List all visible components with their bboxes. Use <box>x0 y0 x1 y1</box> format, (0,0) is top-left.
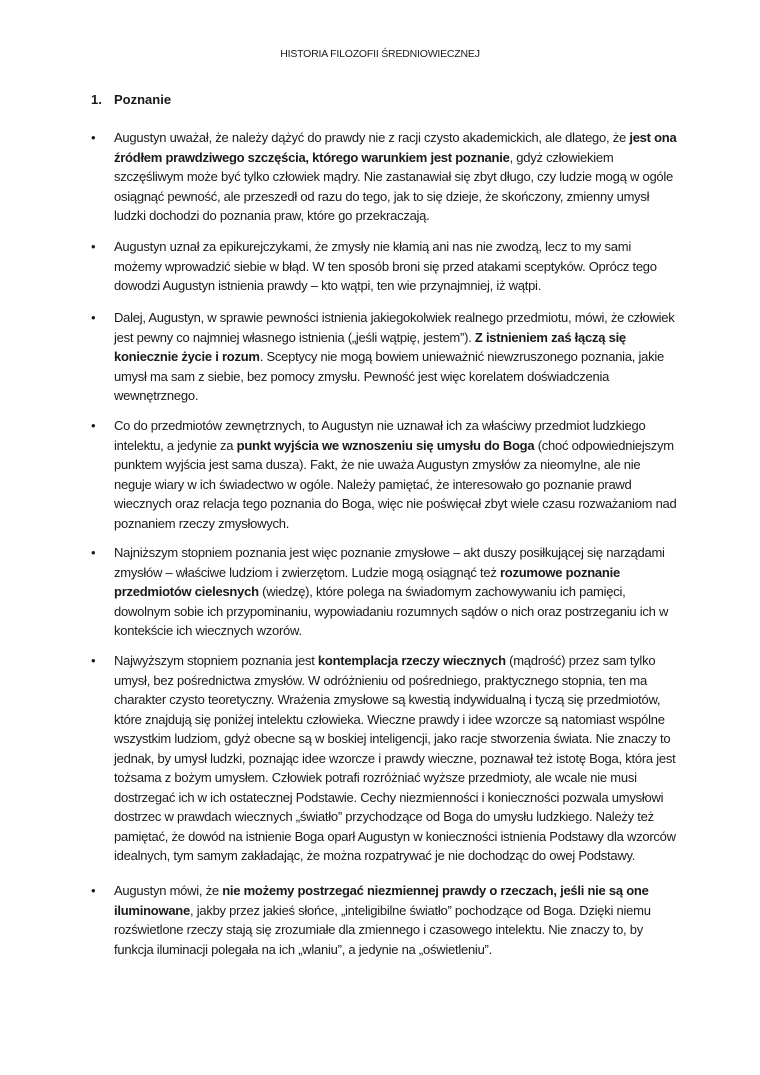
paragraph <box>114 651 681 866</box>
bullet-icon: • <box>91 239 96 254</box>
bold-text: Z istnieniem zaś łączą się koniecznie życie i rozum <box>114 329 626 364</box>
text-run: Dalej, Augustyn, w sprawie pewności istnienia jakiegokolwiek realnego przedmiotu, mówi, że człowiek jest pewny co najmniej własnego istnienia („jeśli wątpię, jestem”). <box>114 310 675 345</box>
bullet-icon: • <box>91 545 96 560</box>
paragraph <box>114 881 681 959</box>
text-run: Najniższym stopniem poznania jest więc poznanie zmysłowe – akt duszy posiłkującej się narządami zmysłów – właściwe ludziom i zwierzętom. Ludzie mogą osiągnąć też <box>114 545 665 580</box>
text-run: . Sceptycy nie mogą bowiem unieważnić niewzruszonego poznania, jakie umysł ma sam z siebie, bez pomocy zmysłu. Pewność jest więc korelatem doświadczenia wewnętrznego. <box>114 349 665 403</box>
text-run: Augustyn mówi, że <box>114 883 223 898</box>
bullet-icon: • <box>91 653 96 668</box>
paragraph <box>114 416 681 533</box>
list-item <box>91 651 681 866</box>
text-run: , gdyż człowiekiem szczęśliwym może być tylko człowiek mądry. Nie zastanawiał się zbyt długo, czy ludzie mogą w ogóle osiągnąć pewność, ale przeszedł od razu do tego, jak to się dzieje, że skończony, zmienny umysł ludzki dochodzi do poznania praw, które go przekraczają. <box>114 149 674 223</box>
text-run: Augustyn uznał za epikurejczykami, że zmysły nie kłamią ani nas nie zwodzą, lecz to my sami możemy wprowadzić siebie w błąd. W ten sposób broni się przed atakami sceptyków. Oprócz tego dowodzi Augustyn istnienia prawdy – kto wątpi, ten wie przynajmniej, iż wątpi. <box>114 239 657 293</box>
paragraph <box>114 543 681 641</box>
section-title: Poznanie <box>114 92 172 107</box>
list-item <box>91 416 681 533</box>
bold-text: nie możemy postrzegać niezmiennej prawdy o rzeczach, jeśli nie są one iluminowane <box>114 883 649 918</box>
list-item <box>91 543 681 641</box>
text-run: Co do przedmiotów zewnętrznych, to Augustyn nie uznawał ich za właściwy przedmiot ludzkiego intelektu, a jedynie za <box>114 418 646 453</box>
bold-text: punkt wyjścia we wznoszeniu się umysłu do Boga <box>236 437 535 453</box>
text-run: (mądrość) przez sam tylko umysł, bez pośrednictwa zmysłów. W odróżnieniu od pośredniego, praktycznego stopnia, ten ma charakter czysto teoretyczny. Wrażenia zmysłowe są kwestią indywidualną i tyczą się przedmiotów, które znajdują się poniżej intelektu człowieka. Wieczne prawdy i idee wzorcze są natomiast wspólne wszystkim ludziom, gdyż obecne są w boskiej inteligencji, jako racje stworzenia świata. Nie znaczy to jednak, by umysł ludzki, poznając idee wzorcze i prawdy wieczne, poznawał też istotę Boga, która jest tożsama z bożym umysłem. Człowiek potrafi rozróżniać wyższe przedmioty, ale wcale nie musi dostrzegać ich w ich ostatecznej Podstawie. Cechy niezmienności i konieczności pozwala umysłowi dostrzec w prawdach wiecznych „światło” przychodzące od Boga do umysłu ludzkiego. Należy też pamiętać, że dowód na istnienie Boga oparł Augustyn w konieczności istnienia Podstawy dla wzorców idealnych, tym samym zakładając, że można rozpatrywać je nie dochodząc do owej Podstawy. <box>114 653 676 863</box>
bullet-icon: • <box>91 310 96 325</box>
text-run: , jakby przez jakieś słońce, „inteligibilne światło” pochodzące od Boga. Dzięki niemu rozświetlone rzeczy stają się zrozumiałe dla zmiennego i czasowego intelektu. Nie znaczy to, by funkcja iluminacji polegała na ich „wlaniu”, a jedynie na „oświetleniu”. <box>114 902 651 957</box>
list-item <box>91 128 681 226</box>
text-run: Augustyn uważał, że należy dążyć do prawdy nie z racji czysto akademickich, ale dlatego, że <box>114 130 630 145</box>
text-run: (choć odpowiedniejszym punktem wyjścia jest sama dusza). Fakt, że nie uważa Augustyn zmysłów za nieomylne, ale nie neguje wiary w ich świadectwo w ogóle. Należy pamiętać, że interesowało go poznanie prawd wiecznych oraz relacja tego poznania do Boga, więc nie poświęcał zbyt wiele czasu rozważaniom nad poznaniem rzeczy zmysłowych. <box>114 437 677 531</box>
paragraph <box>114 308 681 406</box>
text-run: (wiedzę), które polega na świadomym zachowywaniu ich pamięci, dowolnym sobie ich przypominaniu, wypowiadaniu rozumnych sądów o nich oraz postrzeganiu ich w kontekście ich wiecznych wzorów. <box>114 584 669 638</box>
text-run: Najwyższym stopniem poznania jest <box>114 653 318 668</box>
bullet-icon: • <box>91 883 96 898</box>
bold-text: kontemplacja rzeczy wiecznych <box>317 653 506 668</box>
bold-text: rozumowe poznanie przedmiotów cielesnych <box>114 564 620 599</box>
list-item <box>91 237 681 296</box>
bold-text: jest ona źródłem prawdziwego szczęścia, którego warunkiem jest poznanie <box>114 130 677 165</box>
bullet-icon: • <box>91 130 96 145</box>
list-item <box>91 881 681 959</box>
section-number: 1. <box>91 92 102 107</box>
paragraph <box>114 128 681 226</box>
bullet-icon: • <box>91 418 96 433</box>
page-header: HISTORIA FILOZOFII ŚREDNIOWIECZNEJ <box>280 48 480 60</box>
paragraph <box>114 237 681 296</box>
list-item <box>91 308 681 406</box>
section-heading <box>91 92 171 107</box>
